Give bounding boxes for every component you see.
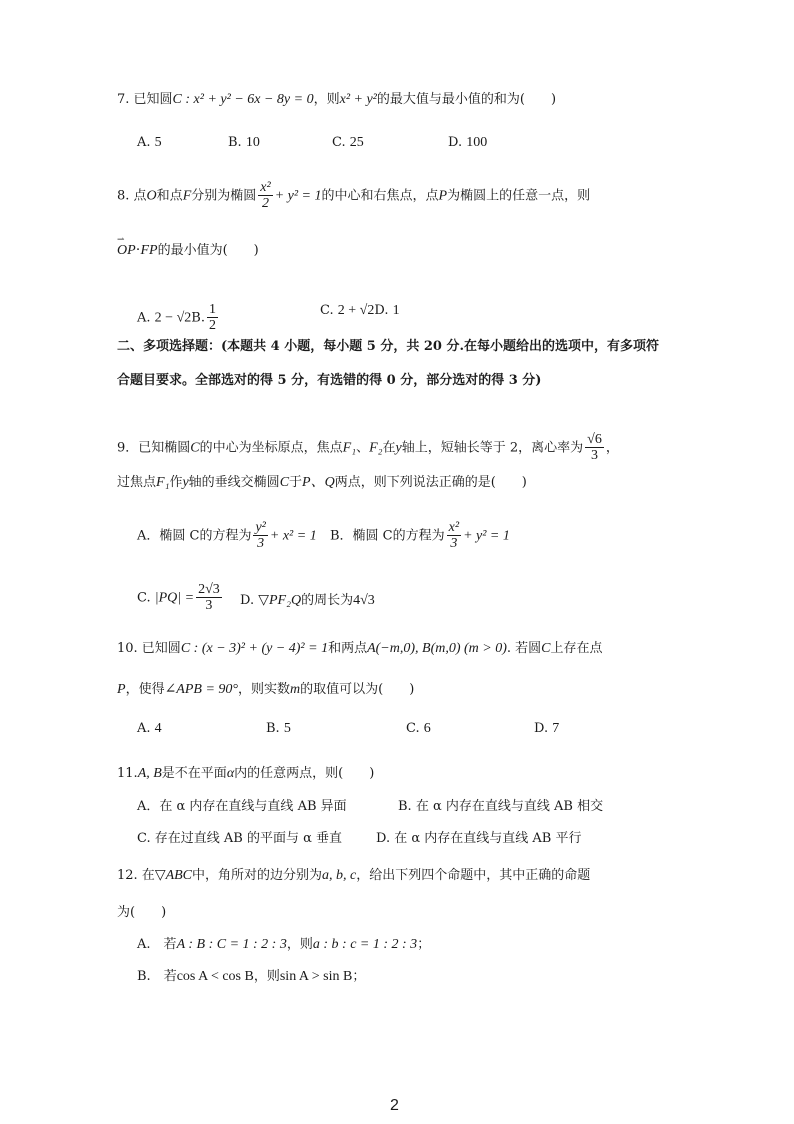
q7-option-d: D. 100 (448, 135, 488, 150)
q10-line2: P，使得∠APB = 90°，则实数m的取值可以为( ) (117, 682, 415, 697)
q9-option-c: C. |PQ| = $\frac{2√3}{3}$ (137, 582, 220, 614)
q11-option-a: A．在 α 内存在直线与直线 AB 异面 (137, 799, 347, 814)
q9-option-b: B．椭圆 C的方程为 $\frac{\text{x²}}{3}$ + y² = 1 (330, 520, 510, 552)
q8-option-d-value: 1 (392, 303, 400, 318)
section2-heading: 二、多项选择题：(本题共 4 小题，每小题 5 分，共 20 分.在每小题给出的选项中，有多项符 (117, 339, 660, 354)
q7-prefix: 7. 已知圆 (117, 92, 173, 107)
q8-point-f: F (182, 188, 192, 204)
q9-stem: 9．已知椭圆C的中心为坐标原点，焦点F₁、F₂在y轴上，短轴长等于 2，离心率为 $\frac{√6}{3}$ ， (117, 432, 619, 464)
q11-stem: 11.A, B是不在平面α内的任意两点，则( ) (117, 766, 375, 781)
q10-stem: 10. 已知圆C : (x − 3)² + (y − 4)² = 1和两点A(−m,0), B(m,0) (m > 0). 若圆C上存在点 (117, 641, 603, 656)
q7-expression: x² + y² (339, 92, 377, 107)
q8-option-b-fraction: $\frac{1}{2}$ (208, 302, 216, 334)
q12-option-a: A. 若A : B : C = 1 : 2 : 3，则a : b : c = 1 : 2 : 3； (137, 937, 431, 952)
q8-line2: ⇀ OP⋅FP的最小值为( ) (117, 244, 259, 258)
q10-option-d: D. 7 (534, 721, 560, 736)
q11-option-d: D. 在 α 内存在直线与直线 AB 平行 (376, 831, 582, 846)
q9-option-a-fraction: $\frac{\text{y²}}{3}$ (255, 520, 266, 552)
page-number: 2 (390, 1097, 399, 1114)
q12-stem: 12. 在▽ABC中，角所对的边分别为a, b, c，给出下列四个命题中，其中正确的命题 (117, 868, 591, 883)
q10-circle-equation: C : (x − 3)² + (y − 4)² = 1 (180, 641, 329, 656)
q8-stem: 8. 点O和点F分别为椭圆 $\frac{\text{x²}}{2}$ + y² = 1的中心和右焦点，点P为椭圆上的任意一点，则 (117, 180, 591, 212)
q8-option-b-letter: B. (191, 310, 205, 326)
q8-ellipse-fraction: $\frac{\text{x²}}{2}$ (260, 180, 271, 212)
q9-option-b-fraction: $\frac{\text{x²}}{3}$ (448, 520, 460, 552)
q8-options (137, 302, 220, 334)
q10-option-a: A. 4 (137, 721, 162, 736)
q11-option-c: C. 存在过直线 AB 的平面与 α 垂直 (137, 831, 342, 846)
q9-option-c-fraction: $\frac{2√3}{3}$ (198, 582, 220, 614)
q7-option-c: C. 25 (332, 135, 364, 150)
q10-option-b: B. 5 (266, 721, 291, 736)
q9-line2: 过焦点F₁作y轴的垂线交椭圆C于P、Q两点，则下列说法正确的是( ) (117, 475, 527, 490)
q7-option-b: B. 10 (228, 135, 260, 150)
q8-point-o: O (146, 188, 157, 204)
q8-option-a-value: 2 − √2 (154, 310, 192, 326)
q9-eccentricity: $\frac{√6}{3}$ (587, 432, 602, 464)
q7-suffix: 的最大值与最小值的和为( ) (376, 92, 557, 107)
q10-option-c: C. 6 (406, 721, 431, 736)
q8-option-c-value: 2 + √2 (337, 303, 375, 318)
q11-option-b: B. 在 α 内存在直线与直线 AB 相交 (398, 799, 604, 814)
q7-stem (117, 93, 556, 107)
q10-points: A(−m,0), B(m,0) (m > 0) (367, 641, 507, 656)
q12-line2: 为( ) (117, 905, 167, 920)
q8-options-cd: C. 2 + √2D. 1 (320, 303, 400, 318)
q8-dot-product: ⇀ OP⋅FP (117, 244, 158, 258)
q8-ellipse-rest: + y² = 1 (274, 188, 322, 204)
q8-option-a-letter: A. (137, 310, 151, 326)
q7-option-a: A. 5 (137, 135, 162, 150)
q10-angle: ∠APB = 90° (164, 682, 239, 697)
q12-option-b: B. 若cos A < cos B，则sin A > sin B； (137, 969, 366, 984)
q9-option-a: A．椭圆 C的方程为 $\frac{\text{y²}}{3}$ + x² = 1 (137, 520, 317, 552)
q9-option-d: D. ▽PF₂Q的周长为4√3 (240, 593, 375, 608)
section2-heading-line2: 合题目要求。全部选对的得 5 分，有选错的得 0 分，部分选对的得 3 分) (117, 373, 542, 388)
q7-circle-equation: C : x² + y² − 6x − 8y = 0 (172, 92, 314, 107)
q7-mid: ，则 (313, 92, 340, 107)
